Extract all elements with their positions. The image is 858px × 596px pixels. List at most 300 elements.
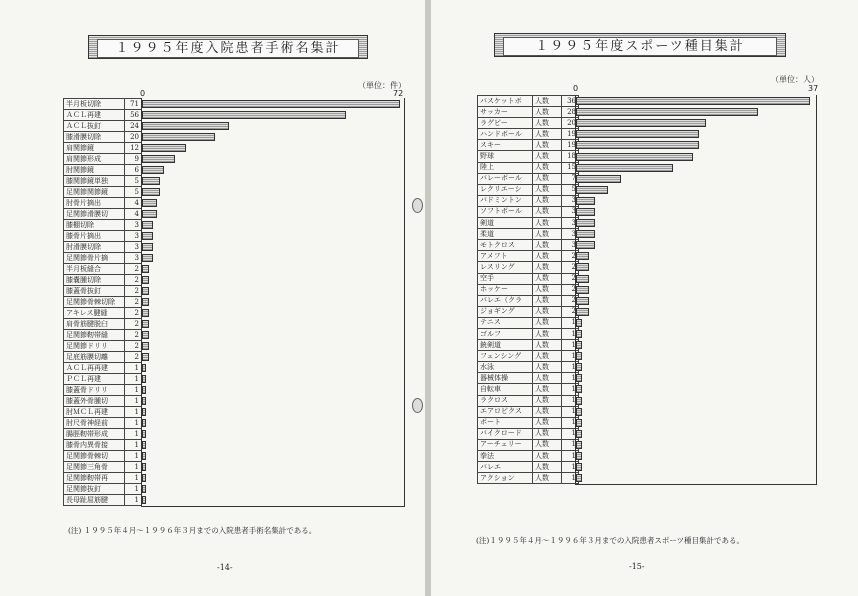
value-label: 1 <box>125 495 142 506</box>
value-label: 2 <box>562 295 579 306</box>
category-label: バレーボール <box>478 173 533 184</box>
category-label: 肩関節鏡 <box>64 143 125 154</box>
bar <box>576 286 589 294</box>
value-label: 2 <box>125 330 142 341</box>
value-label: 2 <box>125 297 142 308</box>
table-row <box>478 206 579 217</box>
category-label: 膝嚢腫切除 <box>64 275 125 286</box>
table-row <box>478 173 579 184</box>
category-label: 肩関節形成 <box>64 154 125 165</box>
category-label: ソフトボール <box>478 206 533 217</box>
value-label: 6 <box>125 165 142 176</box>
bar <box>142 485 146 493</box>
value-label: 1 <box>125 451 142 462</box>
binding-hole-top <box>412 198 423 213</box>
bar <box>142 287 149 295</box>
column-label: 人数 <box>533 184 562 195</box>
column-label: 人数 <box>533 317 562 328</box>
category-label: 肘尺骨神経前 <box>64 418 125 429</box>
binding-hole-bottom <box>412 398 423 413</box>
left-title-box <box>88 35 368 59</box>
bar <box>576 230 595 238</box>
column-label: 人数 <box>533 107 562 118</box>
column-label: 人数 <box>533 240 562 251</box>
table-row <box>64 319 142 330</box>
table-row <box>478 184 579 195</box>
value-label: 28 <box>562 107 579 118</box>
column-label: 人数 <box>533 462 562 473</box>
bar <box>142 320 149 328</box>
value-label: 2 <box>562 284 579 295</box>
value-label: 56 <box>125 110 142 121</box>
value-label: 2 <box>125 308 142 319</box>
table-row <box>478 317 579 328</box>
bar <box>576 197 595 205</box>
value-label: 1 <box>562 428 579 439</box>
bar <box>142 166 164 174</box>
table-row <box>64 154 142 165</box>
category-label: ホッケー <box>478 284 533 295</box>
value-label: 3 <box>562 195 579 206</box>
bar <box>142 353 149 361</box>
value-label: 2 <box>562 262 579 273</box>
value-label: 1 <box>562 362 579 373</box>
bar <box>142 144 186 152</box>
table-row <box>478 384 579 395</box>
category-label: スキー <box>478 140 533 151</box>
column-label: 人数 <box>533 351 562 362</box>
category-label: 足関節骨片摘 <box>64 253 125 264</box>
bar <box>576 153 693 161</box>
bar <box>576 208 595 216</box>
value-label: 1 <box>562 373 579 384</box>
value-label: 2 <box>562 273 579 284</box>
value-label: 5 <box>125 187 142 198</box>
table-row <box>478 362 579 373</box>
bar <box>576 164 673 172</box>
bar <box>142 452 146 460</box>
right-axis-min: 0 <box>573 84 579 93</box>
category-label: バドミントン <box>478 195 533 206</box>
table-row <box>478 218 579 229</box>
bar <box>576 275 589 283</box>
value-label: 20 <box>562 118 579 129</box>
column-label: 人数 <box>533 451 562 462</box>
table-row <box>64 165 142 176</box>
bar <box>576 363 582 371</box>
bar <box>576 430 582 438</box>
bar <box>576 408 582 416</box>
column-label: 人数 <box>533 428 562 439</box>
table-row <box>64 253 142 264</box>
category-label: 陸上 <box>478 162 533 173</box>
table-row <box>478 417 579 428</box>
category-label: 膝滑膜切除 <box>64 132 125 143</box>
category-label: 膝関節鏡単独 <box>64 176 125 187</box>
bar <box>576 241 595 249</box>
table-row <box>64 484 142 495</box>
column-label: 人数 <box>533 162 562 173</box>
right-bar-plot <box>575 95 817 485</box>
bar <box>142 133 215 141</box>
column-label: 人数 <box>533 206 562 217</box>
table-row <box>64 220 142 231</box>
value-label: 1 <box>562 406 579 417</box>
table-row <box>478 295 579 306</box>
category-label: バスケットボ <box>478 96 533 107</box>
column-label: 人数 <box>533 373 562 384</box>
table-row <box>478 240 579 251</box>
table-row <box>478 229 579 240</box>
value-label: 1 <box>562 439 579 450</box>
category-label: ＰＣＬ再建 <box>64 374 125 385</box>
bar <box>142 419 146 427</box>
value-label: 1 <box>125 385 142 396</box>
category-label: 野球 <box>478 151 533 162</box>
bar <box>576 474 582 482</box>
category-label: ジョギング <box>478 306 533 317</box>
table-row <box>478 284 579 295</box>
column-label: 人数 <box>533 262 562 273</box>
table-row <box>478 340 579 351</box>
value-label: 1 <box>125 418 142 429</box>
category-label: 肘ＭＣＬ再建 <box>64 407 125 418</box>
right-data-table <box>477 95 579 484</box>
value-label: 2 <box>125 286 142 297</box>
bar <box>576 308 589 316</box>
bar <box>142 309 149 317</box>
bar <box>576 175 621 183</box>
column-label: 人数 <box>533 340 562 351</box>
bar <box>576 385 582 393</box>
category-label: 肘滑膜切除 <box>64 242 125 253</box>
table-row <box>478 118 579 129</box>
value-label: 1 <box>125 407 142 418</box>
column-label: 人数 <box>533 218 562 229</box>
category-label: ハンドボール <box>478 129 533 140</box>
table-row <box>64 385 142 396</box>
category-label: バイクロード <box>478 428 533 439</box>
table-row <box>64 352 142 363</box>
table-row <box>478 96 579 107</box>
bar <box>142 100 400 108</box>
bar <box>576 263 589 271</box>
table-row <box>64 99 142 110</box>
bar <box>142 188 160 196</box>
category-label: 膝蓋骨ドリリ <box>64 385 125 396</box>
value-label: 1 <box>125 363 142 374</box>
table-row <box>64 143 142 154</box>
table-row <box>64 462 142 473</box>
category-label: 半月板切除 <box>64 99 125 110</box>
value-label: 3 <box>562 229 579 240</box>
table-row <box>64 187 142 198</box>
table-row <box>478 151 579 162</box>
column-label: 人数 <box>533 362 562 373</box>
table-row <box>478 140 579 151</box>
category-label: バレエ（クラ <box>478 295 533 306</box>
category-label: アーチェリー <box>478 439 533 450</box>
column-label: 人数 <box>533 406 562 417</box>
category-label: レクリエーシ <box>478 184 533 195</box>
bar <box>142 199 157 207</box>
value-label: 3 <box>125 220 142 231</box>
column-label: 人数 <box>533 273 562 284</box>
category-label: 膝棚切除 <box>64 220 125 231</box>
value-label: 12 <box>125 143 142 154</box>
column-label: 人数 <box>533 195 562 206</box>
table-row <box>478 373 579 384</box>
value-label: 1 <box>125 440 142 451</box>
bar <box>142 474 146 482</box>
table-row <box>478 129 579 140</box>
category-label: 拳法 <box>478 451 533 462</box>
left-data-table <box>63 98 142 506</box>
value-label: 1 <box>562 328 579 339</box>
bar <box>576 341 582 349</box>
bar <box>576 441 582 449</box>
right-footnote: (注)１９９５年４月～１９９６年３月までの入院患者スポーツ種目集計である。 <box>476 536 745 545</box>
value-label: 15 <box>562 162 579 173</box>
value-label: 71 <box>125 99 142 110</box>
table-row <box>478 406 579 417</box>
bar <box>142 430 146 438</box>
table-row <box>64 374 142 385</box>
value-label: 1 <box>125 484 142 495</box>
category-label: 足関節抜釘 <box>64 484 125 495</box>
value-label: 1 <box>562 351 579 362</box>
value-label: 1 <box>125 374 142 385</box>
category-label: 足関節骨棘切 <box>64 451 125 462</box>
value-label: 9 <box>125 154 142 165</box>
value-label: 1 <box>562 451 579 462</box>
value-label: 36 <box>562 96 579 107</box>
value-label: 1 <box>125 473 142 484</box>
left-title: １９９５年度入院患者手術名集計 <box>97 39 359 58</box>
column-label: 人数 <box>533 96 562 107</box>
bar <box>576 419 582 427</box>
value-label: 2 <box>125 341 142 352</box>
left-unit-label: （単位：件） <box>358 81 406 90</box>
value-label: 24 <box>125 121 142 132</box>
table-row <box>64 198 142 209</box>
category-label: ＡＣＬ抜釘 <box>64 121 125 132</box>
category-label: ゴルフ <box>478 328 533 339</box>
category-label: 銃剣道 <box>478 340 533 351</box>
table-row <box>64 429 142 440</box>
bar <box>576 119 706 127</box>
value-label: 19 <box>562 129 579 140</box>
category-label: 器械体操 <box>478 373 533 384</box>
bar <box>142 386 146 394</box>
left-axis-max: 72 <box>393 89 404 98</box>
category-label: 足関節ドリリ <box>64 341 125 352</box>
table-row <box>478 195 579 206</box>
bar <box>576 108 758 116</box>
bar <box>142 155 175 163</box>
bar <box>576 186 608 194</box>
bar <box>142 375 146 383</box>
value-label: 5 <box>562 184 579 195</box>
table-row <box>478 251 579 262</box>
column-label: 人数 <box>533 306 562 317</box>
value-label: 18 <box>562 151 579 162</box>
right-unit-label: （単位：人） <box>771 75 819 84</box>
category-label: 足関節滑膜切 <box>64 209 125 220</box>
category-label: モトクロス <box>478 240 533 251</box>
category-label: 柔道 <box>478 229 533 240</box>
value-label: 1 <box>562 384 579 395</box>
table-row <box>478 395 579 406</box>
category-label: 剣道 <box>478 218 533 229</box>
column-label: 人数 <box>533 284 562 295</box>
left-bar-plot <box>141 98 405 507</box>
left-axis-min: 0 <box>140 89 146 98</box>
category-label: 肘骨片摘出 <box>64 198 125 209</box>
value-label: 3 <box>562 218 579 229</box>
value-label: 4 <box>125 209 142 220</box>
column-label: 人数 <box>533 384 562 395</box>
bar <box>142 111 346 119</box>
category-label: ボート <box>478 417 533 428</box>
bar <box>142 298 149 306</box>
bar <box>142 210 157 218</box>
value-label: 3 <box>562 240 579 251</box>
bar <box>142 397 146 405</box>
value-label: 2 <box>125 319 142 330</box>
value-label: 1 <box>562 317 579 328</box>
bar <box>576 297 589 305</box>
bar <box>142 496 146 504</box>
right-title-box <box>494 33 786 57</box>
value-label: 1 <box>562 473 579 484</box>
category-label: ラグビー <box>478 118 533 129</box>
table-row <box>64 297 142 308</box>
value-label: 3 <box>125 231 142 242</box>
value-label: 1 <box>125 396 142 407</box>
table-row <box>64 330 142 341</box>
bar <box>142 254 153 262</box>
bar <box>142 232 153 240</box>
category-label: 足関節靭帯再 <box>64 473 125 484</box>
category-label: 足関節関節鏡 <box>64 187 125 198</box>
column-label: 人数 <box>533 229 562 240</box>
value-label: 2 <box>562 251 579 262</box>
bar <box>142 221 153 229</box>
bar <box>576 452 582 460</box>
table-row <box>64 242 142 253</box>
value-label: 3 <box>125 253 142 264</box>
value-label: 1 <box>562 395 579 406</box>
table-row <box>478 351 579 362</box>
category-label: テニス <box>478 317 533 328</box>
table-row <box>478 451 579 462</box>
category-label: アメフト <box>478 251 533 262</box>
value-label: 7 <box>562 173 579 184</box>
table-row <box>478 328 579 339</box>
table-row <box>64 275 142 286</box>
category-label: 肩骨筋腱脱臼 <box>64 319 125 330</box>
category-label: 膝蓋骨抜釘 <box>64 286 125 297</box>
right-page-number: -15- <box>629 562 645 571</box>
category-label: 腸脛靭帯形成 <box>64 429 125 440</box>
category-label: 膝骨片摘出 <box>64 231 125 242</box>
bar <box>576 97 810 105</box>
table-row <box>64 451 142 462</box>
left-footnote: (注) １９９５年４月～１９９６年３月までの入院患者手術名集計である。 <box>68 526 317 535</box>
bar <box>142 122 229 130</box>
value-label: 2 <box>125 264 142 275</box>
category-label: ラクロス <box>478 395 533 406</box>
bar <box>576 252 589 260</box>
column-label: 人数 <box>533 173 562 184</box>
category-label: レスリング <box>478 262 533 273</box>
column-label: 人数 <box>533 151 562 162</box>
right-page <box>431 0 858 596</box>
value-label: 4 <box>125 198 142 209</box>
value-label: 1 <box>562 462 579 473</box>
table-row <box>64 407 142 418</box>
table-row <box>478 273 579 284</box>
value-label: 1 <box>125 462 142 473</box>
value-label: 1 <box>125 429 142 440</box>
table-row <box>478 162 579 173</box>
table-row <box>64 341 142 352</box>
table-row <box>478 428 579 439</box>
table-row <box>64 308 142 319</box>
table-row <box>478 439 579 450</box>
bar <box>142 441 146 449</box>
column-label: 人数 <box>533 473 562 484</box>
category-label: フェンシング <box>478 351 533 362</box>
value-label: 3 <box>125 242 142 253</box>
table-row <box>64 231 142 242</box>
table-row <box>64 440 142 451</box>
value-label: 1 <box>562 417 579 428</box>
category-label: 半月板縫合 <box>64 264 125 275</box>
category-label: 足関節靭帯縫 <box>64 330 125 341</box>
bar <box>142 265 149 273</box>
table-row <box>64 363 142 374</box>
value-label: 2 <box>125 352 142 363</box>
column-label: 人数 <box>533 295 562 306</box>
category-label: 肘関節鏡 <box>64 165 125 176</box>
table-row <box>478 462 579 473</box>
category-label: 足関節骨棘切除 <box>64 297 125 308</box>
value-label: 5 <box>125 176 142 187</box>
category-label: ＡＣＬ再建 <box>64 110 125 121</box>
category-label: 足関節三角骨 <box>64 462 125 473</box>
category-label: アクション <box>478 473 533 484</box>
right-title: １９９５年度スポーツ種目集計 <box>503 37 777 56</box>
bar <box>142 463 146 471</box>
table-row <box>64 264 142 275</box>
column-label: 人数 <box>533 251 562 262</box>
table-row <box>64 121 142 132</box>
table-row <box>478 107 579 118</box>
table-row <box>64 396 142 407</box>
table-row <box>64 209 142 220</box>
column-label: 人数 <box>533 395 562 406</box>
value-label: 2 <box>125 275 142 286</box>
table-row <box>64 495 142 506</box>
category-label: エアロビクス <box>478 406 533 417</box>
value-label: 1 <box>562 340 579 351</box>
value-label: 2 <box>562 306 579 317</box>
bar <box>576 330 582 338</box>
value-label: 20 <box>125 132 142 143</box>
column-label: 人数 <box>533 129 562 140</box>
